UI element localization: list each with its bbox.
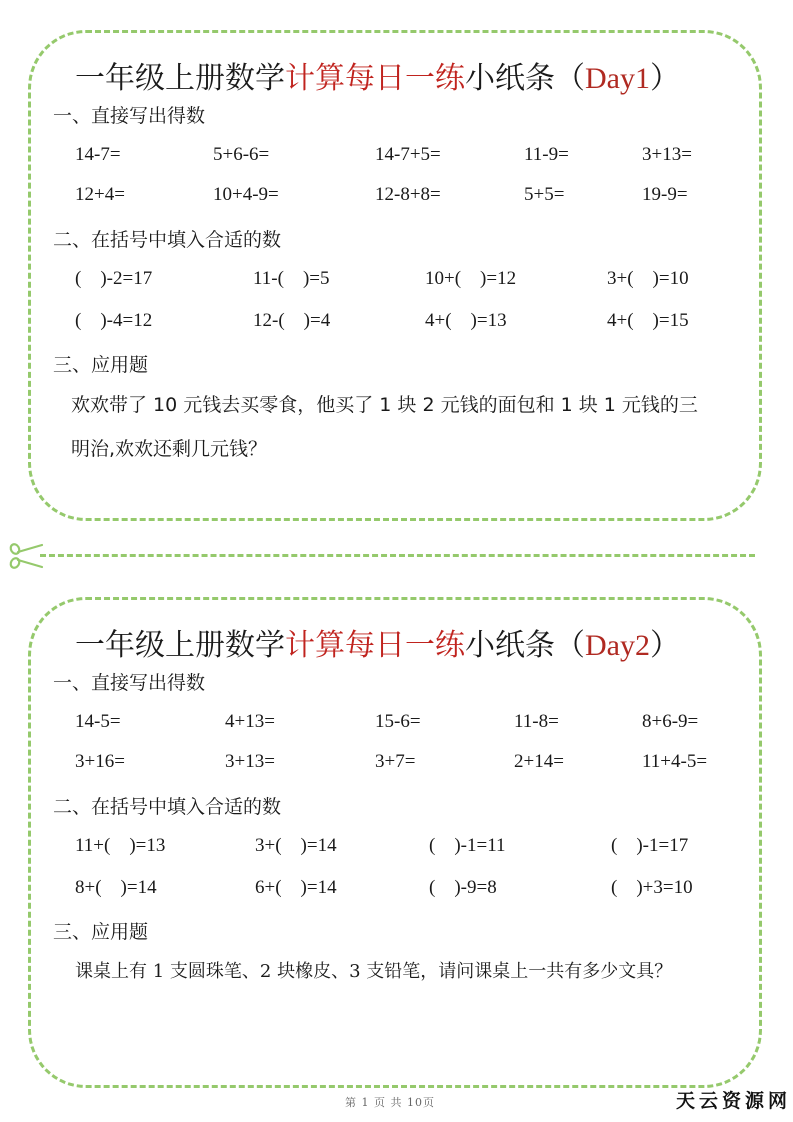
title-close: ）: [649, 628, 680, 663]
fill-item: 3+( )=10: [607, 268, 689, 289]
fill-item: ( )-1=11: [429, 835, 506, 856]
fill-row: [31, 835, 759, 861]
calc-item: 19-9=: [642, 184, 688, 205]
calc-row: [31, 711, 759, 737]
fill-item: 11+( )=13: [75, 835, 166, 856]
calc-item: 14-7=: [75, 144, 121, 165]
calc-item: 3+16=: [75, 751, 125, 772]
fill-item: ( )-2=17: [75, 268, 153, 289]
page-footer: 第 1 页 共 10页: [345, 1096, 435, 1109]
fill-item: ( )-4=12: [75, 310, 153, 331]
word-problem-line: 明治,欢欢还剩几元钱？: [71, 438, 268, 460]
calc-item: 11+4-5=: [642, 751, 708, 772]
calc-item: 4+13=: [225, 711, 275, 732]
title-day: Day1: [585, 62, 650, 95]
practice-card-day2: [28, 597, 762, 1088]
fill-item: 4+( )=15: [607, 310, 689, 331]
calc-item: 3+13=: [642, 144, 692, 165]
fill-item: 8+( )=14: [75, 877, 157, 898]
calc-item: 12+4=: [75, 184, 125, 205]
title-close: ）: [649, 61, 680, 96]
section2-heading: 二、在括号中填入合适的数: [53, 796, 282, 818]
calc-item: 5+5=: [524, 184, 565, 205]
calc-item: 11-9=: [524, 144, 569, 165]
calc-item: 14-7+5=: [375, 144, 441, 165]
title-prefix: 一年级上册数学: [75, 61, 285, 96]
calc-row: [31, 751, 759, 777]
card-title: [75, 53, 680, 97]
fill-row: [31, 268, 759, 294]
calc-item: 12-8+8=: [375, 184, 441, 205]
scissors-icon: [8, 542, 44, 570]
fill-item: 12-( )=4: [253, 310, 331, 331]
word-problem: [75, 950, 755, 994]
card-title: [75, 620, 680, 664]
fill-row: [31, 877, 759, 903]
section3-heading: 三、应用题: [53, 921, 149, 943]
calc-item: 2+14=: [514, 751, 564, 772]
word-problem-line: 欢欢带了 10 元钱去买零食，他买了 1 块 2 元钱的面包和 1 块 1 元钱的三: [71, 394, 698, 416]
section1-heading: 一、直接写出得数: [53, 105, 206, 127]
watermark: 天云资源网: [675, 1090, 791, 1112]
calc-item: 15-6=: [375, 711, 421, 732]
calc-item: 11-8=: [514, 711, 559, 732]
fill-item: 10+( )=12: [425, 268, 517, 289]
calc-item: 8+6-9=: [642, 711, 699, 732]
fill-item: 6+( )=14: [255, 877, 337, 898]
fill-item: ( )+3=10: [611, 877, 693, 898]
calc-item: 3+13=: [225, 751, 275, 772]
word-problem: [71, 383, 751, 471]
title-highlight: 计算每日一练: [285, 61, 465, 96]
fill-item: 3+( )=14: [255, 835, 337, 856]
word-problem-line: 课桌上有 1 支圆珠笔、2 块橡皮、3 支铅笔，请问课桌上一共有多少文具？: [75, 961, 673, 982]
calc-item: 3+7=: [375, 751, 416, 772]
title-prefix: 一年级上册数学: [75, 628, 285, 663]
fill-item: ( )-1=17: [611, 835, 689, 856]
calc-row: [31, 144, 759, 170]
title-suffix: 小纸条（: [465, 628, 585, 663]
title-day: Day2: [585, 629, 650, 662]
section1-heading: 一、直接写出得数: [53, 672, 206, 694]
practice-card-day1: [28, 30, 762, 521]
calc-item: 5+6-6=: [213, 144, 270, 165]
cut-line: [40, 554, 755, 557]
title-highlight: 计算每日一练: [285, 628, 465, 663]
fill-item: 11-( )=5: [253, 268, 330, 289]
fill-item: 4+( )=13: [425, 310, 507, 331]
calc-item: 10+4-9=: [213, 184, 279, 205]
section2-heading: 二、在括号中填入合适的数: [53, 229, 282, 251]
section3-heading: 三、应用题: [53, 354, 149, 376]
fill-item: ( )-9=8: [429, 877, 497, 898]
calc-row: [31, 184, 759, 210]
fill-row: [31, 310, 759, 336]
calc-item: 14-5=: [75, 711, 121, 732]
title-suffix: 小纸条（: [465, 61, 585, 96]
